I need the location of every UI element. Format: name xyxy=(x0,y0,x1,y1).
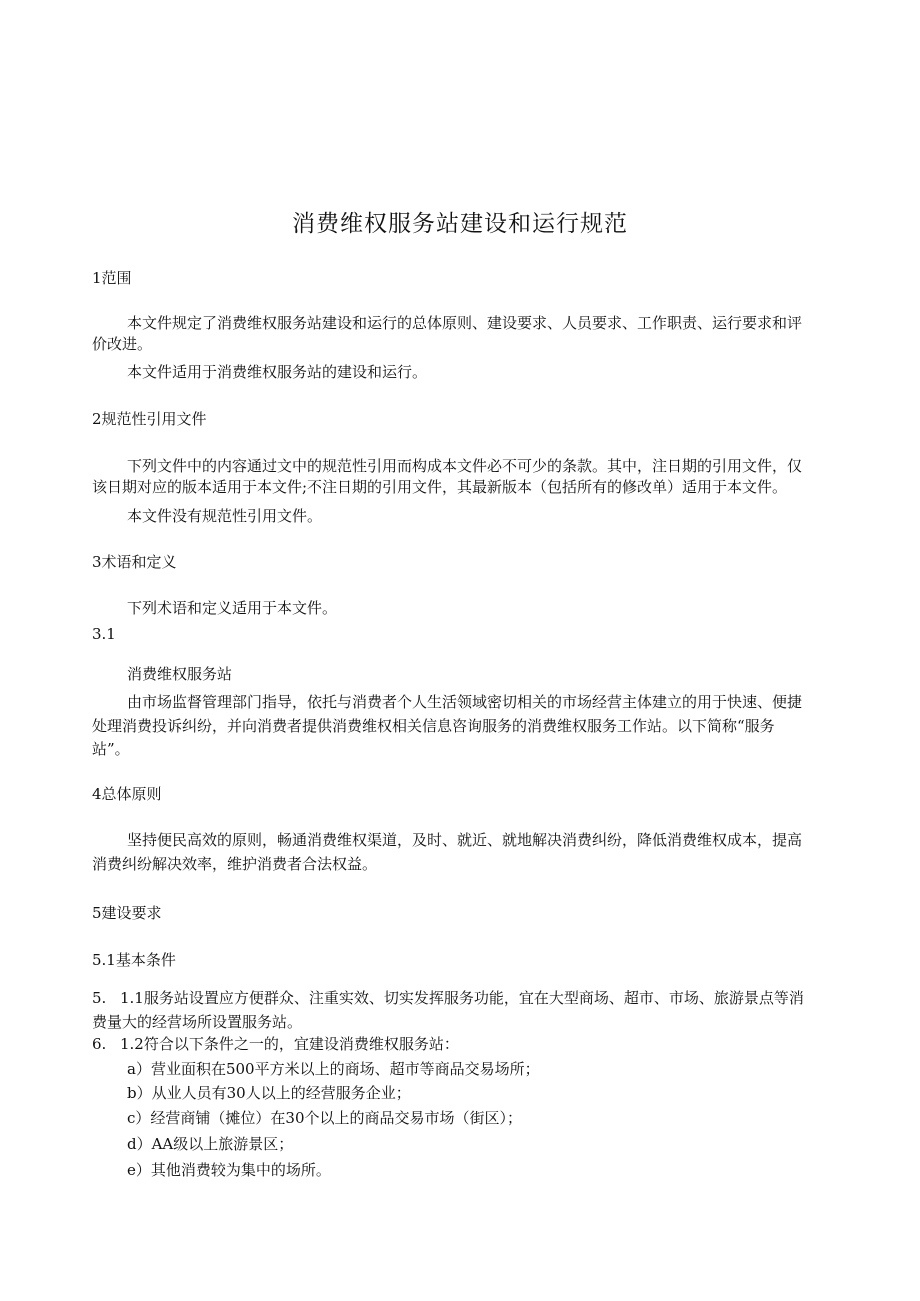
term-number: 3.1 xyxy=(92,625,116,643)
item-number: 5. xyxy=(92,989,107,1007)
definition-line: 由市场监督管理部门指导，依托与消费者个人生活领域密切相关的市场经营主体建立的用于快速、便捷 xyxy=(127,693,803,711)
section-heading-principles: 4总体原则 xyxy=(92,785,162,803)
section-heading-construction: 5建设要求 xyxy=(92,904,162,922)
section-heading-scope: 1范围 xyxy=(92,269,132,287)
term-name: 消费维权服务站 xyxy=(127,665,233,683)
list-item: d）AA级以上旅游景区； xyxy=(127,1135,294,1153)
document-title: 消费维权服务站建设和运行规范 xyxy=(292,211,628,237)
numbered-item xyxy=(92,1034,459,1054)
definition-line: 处理消费投诉纠纷，并向消费者提供消费维权相关信息咨询服务的消费维权服务工作站。以下简称“服务 xyxy=(92,717,775,735)
section-heading-references: 2规范性引用文件 xyxy=(92,410,207,428)
paragraph-line: 下列文件中的内容通过文中的规范性引用而构成本文件必不可少的条款。其中，注日期的引用文件，仅 xyxy=(127,457,803,475)
paragraph-line: 本文件没有规范性引用文件。 xyxy=(127,507,323,525)
item-text: 1.1服务站设置应方便群众、注重实效、切实发挥服务功能，宜在大型商场、超市、市场、旅游景点等消 xyxy=(120,989,804,1007)
paragraph-line: 消费纠纷解决效率，维护消费者合法权益。 xyxy=(92,855,378,873)
item-number: 6. xyxy=(92,1035,107,1053)
list-item: a）营业面积在500平方米以上的商场、超市等商品交易场所； xyxy=(127,1060,540,1078)
list-item: c）经营商铺（摊位）在30个以上的商品交易市场（街区）； xyxy=(127,1109,522,1127)
paragraph-line: 下列术语和定义适用于本文件。 xyxy=(127,599,338,617)
paragraph-line: 坚持便民高效的原则，畅通消费维权渠道，及时、就近、就地解决消费纠纷，降低消费维权成本，提高 xyxy=(127,831,803,849)
list-item: e）其他消费较为集中的场所。 xyxy=(127,1161,331,1179)
list-item: b）从业人员有30人以上的经营服务企业； xyxy=(127,1084,411,1102)
subsection-heading-basic-conditions: 5.1基本条件 xyxy=(92,951,176,969)
paragraph-line: 费量大的经营场所设置服务站。 xyxy=(92,1013,303,1031)
paragraph-line: 该日期对应的版本适用于本文件;不注日期的引用文件，其最新版本（包括所有的修改单）适用于本文件。 xyxy=(92,478,788,496)
paragraph-line: 价改进。 xyxy=(92,335,153,353)
numbered-item xyxy=(92,988,804,1008)
paragraph-line: 本文件适用于消费维权服务站的建设和运行。 xyxy=(127,363,428,381)
section-heading-terms: 3术语和定义 xyxy=(92,553,177,571)
definition-line: 站”。 xyxy=(92,740,130,758)
paragraph-line: 本文件规定了消费维权服务站建设和运行的总体原则、建设要求、人员要求、工作职责、运行要求和评 xyxy=(127,314,803,332)
item-text: 1.2符合以下条件之一的，宜建设消费维权服务站： xyxy=(120,1035,459,1053)
